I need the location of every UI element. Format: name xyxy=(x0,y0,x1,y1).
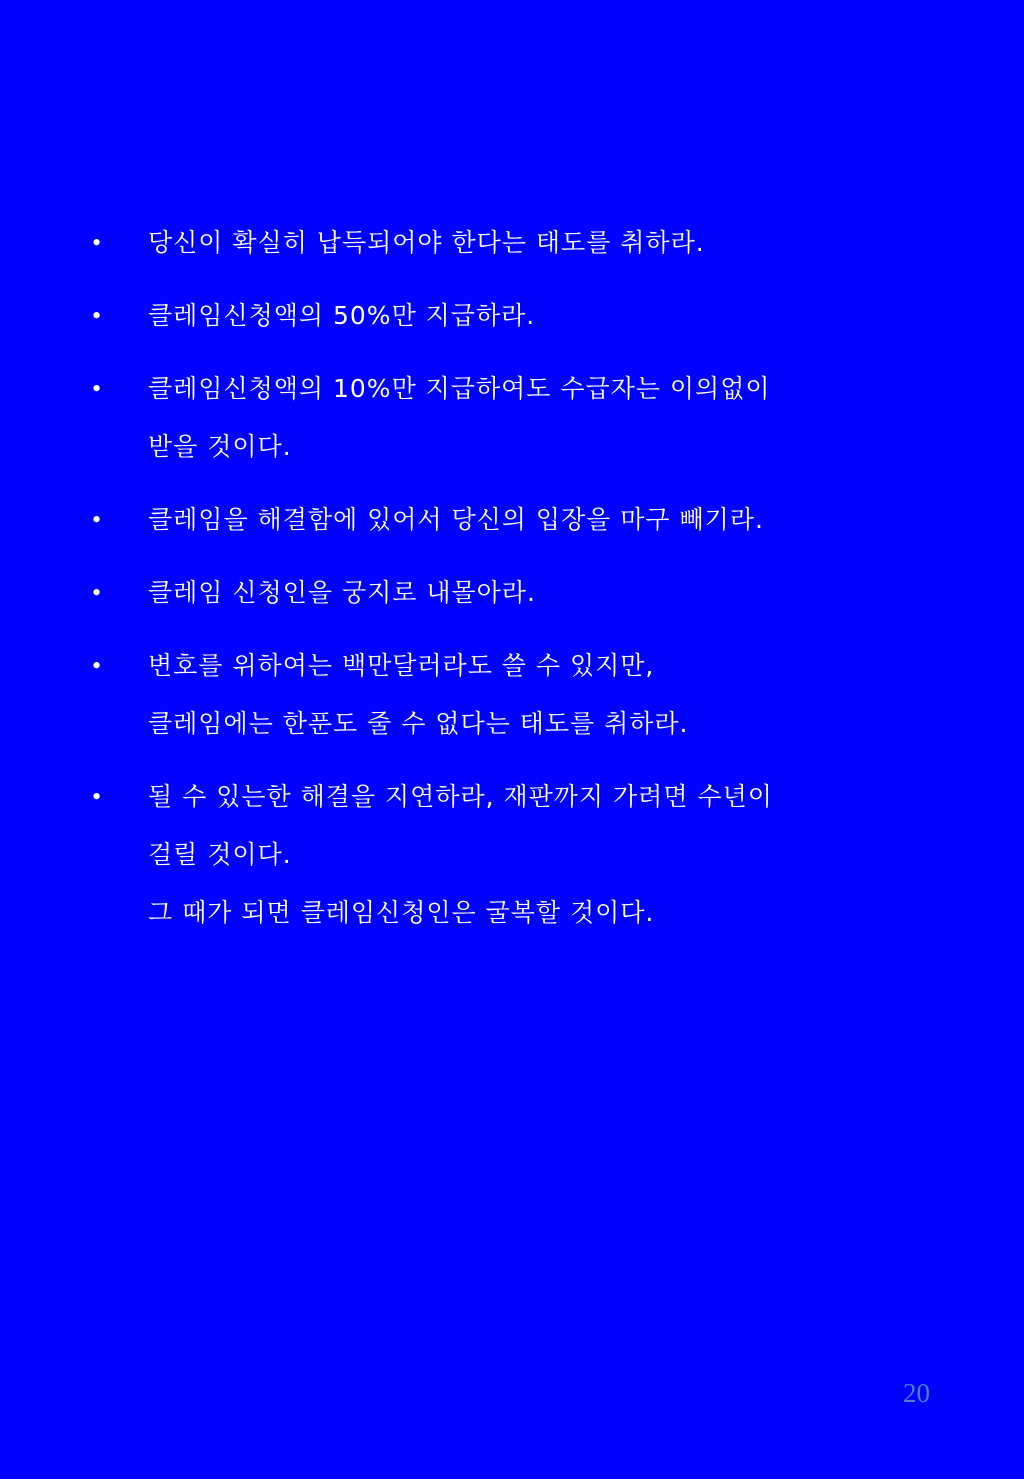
bullet-text-continuation: 그 때가 되면 클레임신청인은 굴복할 것이다. xyxy=(148,898,655,927)
page-number: 20 xyxy=(903,1378,930,1408)
bullet-item xyxy=(88,491,908,549)
bullet-point-icon: • xyxy=(92,651,102,680)
bullet-point-icon: • xyxy=(92,374,102,403)
bullet-point-icon: • xyxy=(92,578,102,607)
bullet-text: 당신이 확실히 납득되어야 한다는 태도를 취하라. xyxy=(148,228,705,257)
bullet-text: 클레임신청액의 50%만 지급하라. xyxy=(148,301,536,330)
bullet-item xyxy=(88,768,908,942)
bullet-text: 변호를 위하여는 백만달러라도 쓸 수 있지만, xyxy=(148,651,655,680)
bullet-text: 클레임신청액의 10%만 지급하여도 수급자는 이의없이 xyxy=(148,374,771,403)
bullet-item xyxy=(88,564,908,622)
bullet-text-continuation: 받을 것이다. xyxy=(148,432,292,461)
bullet-text-continuation: 걸릴 것이다. xyxy=(148,840,292,869)
bullet-list xyxy=(88,214,908,957)
bullet-text: 클레임 신청인을 궁지로 내몰아라. xyxy=(148,578,536,607)
bullet-point-icon: • xyxy=(92,301,102,330)
bullet-point-icon: • xyxy=(92,505,102,534)
bullet-point-icon: • xyxy=(92,228,102,257)
bullet-text: 클레임을 해결함에 있어서 당신의 입장을 마구 빼기라. xyxy=(148,505,764,534)
bullet-text: 될 수 있는한 해결을 지연하라, 재판까지 가려면 수년이 xyxy=(148,782,773,811)
bullet-point-icon: • xyxy=(92,782,102,811)
bullet-item xyxy=(88,287,908,345)
bullet-text-continuation: 클레임에는 한푼도 줄 수 없다는 태도를 취하라. xyxy=(148,709,689,738)
bullet-item xyxy=(88,360,908,476)
bullet-item xyxy=(88,214,908,272)
bullet-item xyxy=(88,637,908,753)
